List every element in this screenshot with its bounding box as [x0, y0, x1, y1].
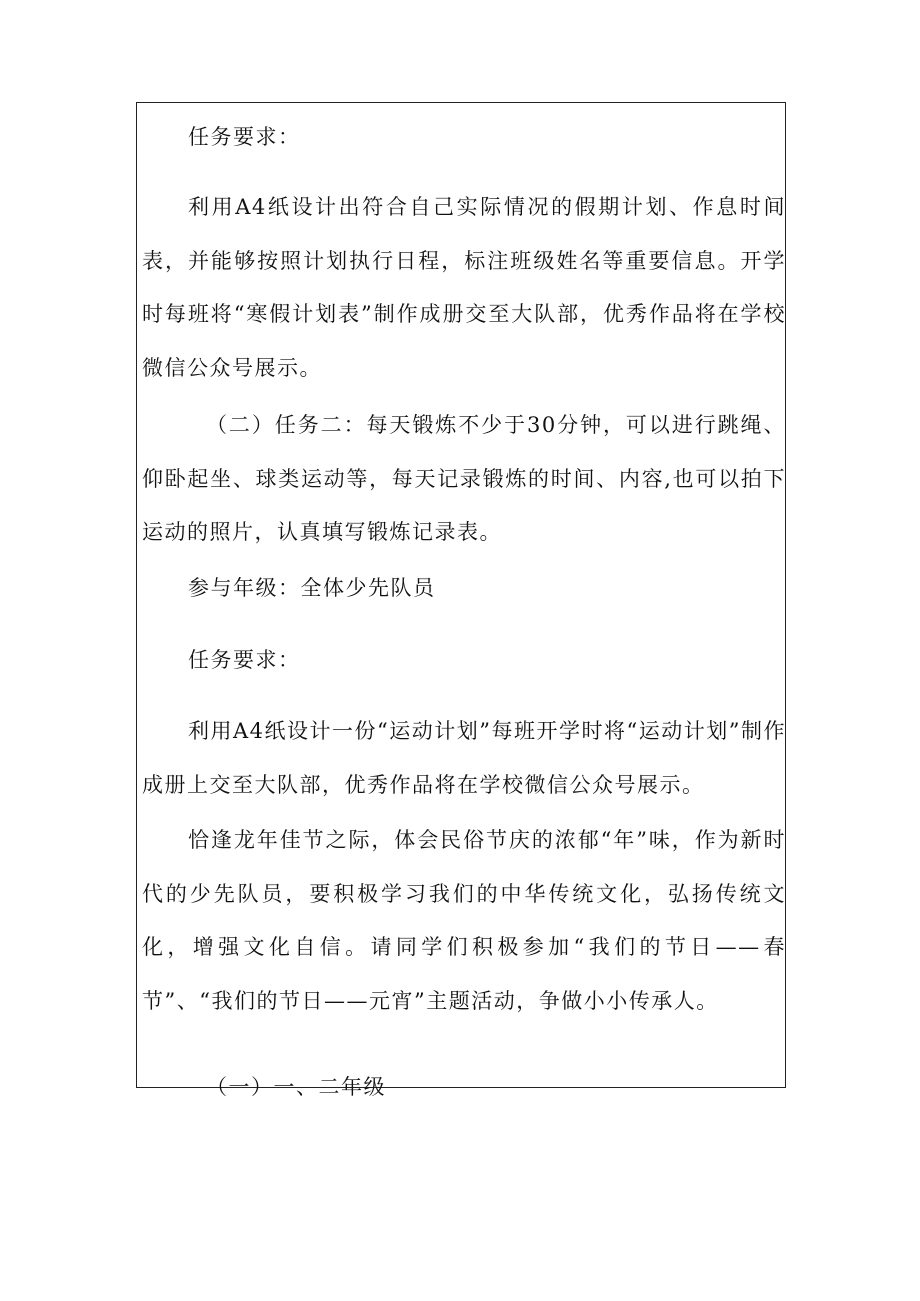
paragraph-spring-festival: 恰逢龙年佳节之际，体会民俗节庆的浓郁“年”味，作为新时代的少先队员，要积极学习我们的中华传统文化，弘扬传统文化，增强文化自信。请同学们积极参加“我们的节日——春节”、“我们的节日——元宵”主题活动，争做小小传承人。 — [142, 828, 786, 1013]
paragraph-participants: 参与年级：全体少先队员 — [188, 576, 436, 600]
paragraph-holiday-plan: 利用A4纸设计出符合自己实际情况的假期计划、作息时间表，并能够按照计划执行日程，标注班级姓名等重要信息。开学时每班将“寒假计划表”制作成册交至大队部，优秀作品将在学校微信公众号展示。 — [142, 195, 786, 380]
paragraph-task-two: （二）任务二：每天锻炼不少于30分钟，可以进行跳绳、仰卧起坐、球类运动等，每天记录锻炼的时间、内容,也可以拍下运动的照片，认真填写锻炼记录表。 — [142, 413, 786, 544]
document-frame — [136, 102, 786, 1099]
paragraph-task-requirements-2: 任务要求： — [188, 648, 301, 672]
paragraph-exercise-plan: 利用A4纸设计一份“运动计划”每班开学时将“运动计划”制作成册上交至大队部，优秀作品将在学校微信公众号展示。 — [142, 719, 786, 797]
section-heading-grade-one-two: （一）一、二年级 — [206, 1075, 386, 1099]
paragraph-task-requirements-1: 任务要求： — [188, 125, 301, 149]
